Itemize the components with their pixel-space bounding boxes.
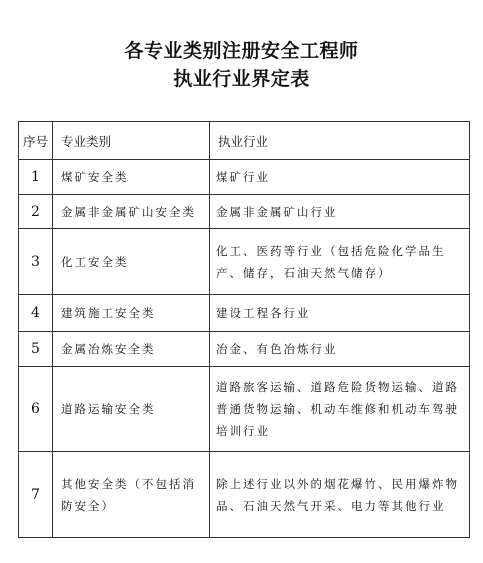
row-category: 金属非金属矿山安全类 bbox=[53, 195, 210, 229]
row-number: 4 bbox=[19, 295, 53, 332]
row-industry: 煤矿行业 bbox=[210, 160, 470, 195]
row-category: 建筑施工安全类 bbox=[53, 295, 210, 332]
table-row bbox=[19, 332, 470, 367]
row-category: 金属冶炼安全类 bbox=[53, 332, 210, 367]
row-number: 6 bbox=[19, 367, 53, 452]
row-category: 道路运输安全类 bbox=[53, 367, 210, 452]
row-industry: 建设工程各行业 bbox=[210, 295, 470, 332]
row-category: 煤矿安全类 bbox=[53, 160, 210, 195]
row-number: 2 bbox=[19, 195, 53, 229]
page-subtitle: 执业行业界定表 bbox=[173, 68, 310, 90]
table-row bbox=[19, 452, 470, 538]
row-industry: 化工、医药等行业（包括危险化学品生产、储存，石油天然气储存） bbox=[210, 229, 470, 295]
row-industry: 道路旅客运输、道路危险货物运输、道路普通货物运输、机动车维修和机动车驾驶培训行业 bbox=[210, 367, 470, 452]
row-number: 1 bbox=[19, 160, 53, 195]
row-category: 化工安全类 bbox=[53, 229, 210, 295]
row-number: 5 bbox=[19, 332, 53, 367]
header-category: 专业类别 bbox=[53, 122, 210, 160]
row-industry: 冶金、有色冶炼行业 bbox=[210, 332, 470, 367]
industry-definition-table bbox=[18, 121, 470, 538]
row-number: 7 bbox=[19, 452, 53, 538]
table-row bbox=[19, 195, 470, 229]
row-industry: 除上述行业以外的烟花爆竹、民用爆炸物品、石油天然气开采、电力等其他行业 bbox=[210, 452, 470, 538]
header-number: 序号 bbox=[19, 122, 53, 160]
row-category: 其他安全类（不包括消防安全） bbox=[53, 452, 210, 538]
table-header-row bbox=[19, 122, 470, 160]
page-title: 各专业类别注册安全工程师 bbox=[124, 40, 359, 62]
table-row bbox=[19, 295, 470, 332]
table-row bbox=[19, 367, 470, 452]
header-industry: 执业行业 bbox=[210, 122, 470, 160]
row-industry: 金属非金属矿山行业 bbox=[210, 195, 470, 229]
table-row bbox=[19, 160, 470, 195]
table-row bbox=[19, 229, 470, 295]
row-number: 3 bbox=[19, 229, 53, 295]
